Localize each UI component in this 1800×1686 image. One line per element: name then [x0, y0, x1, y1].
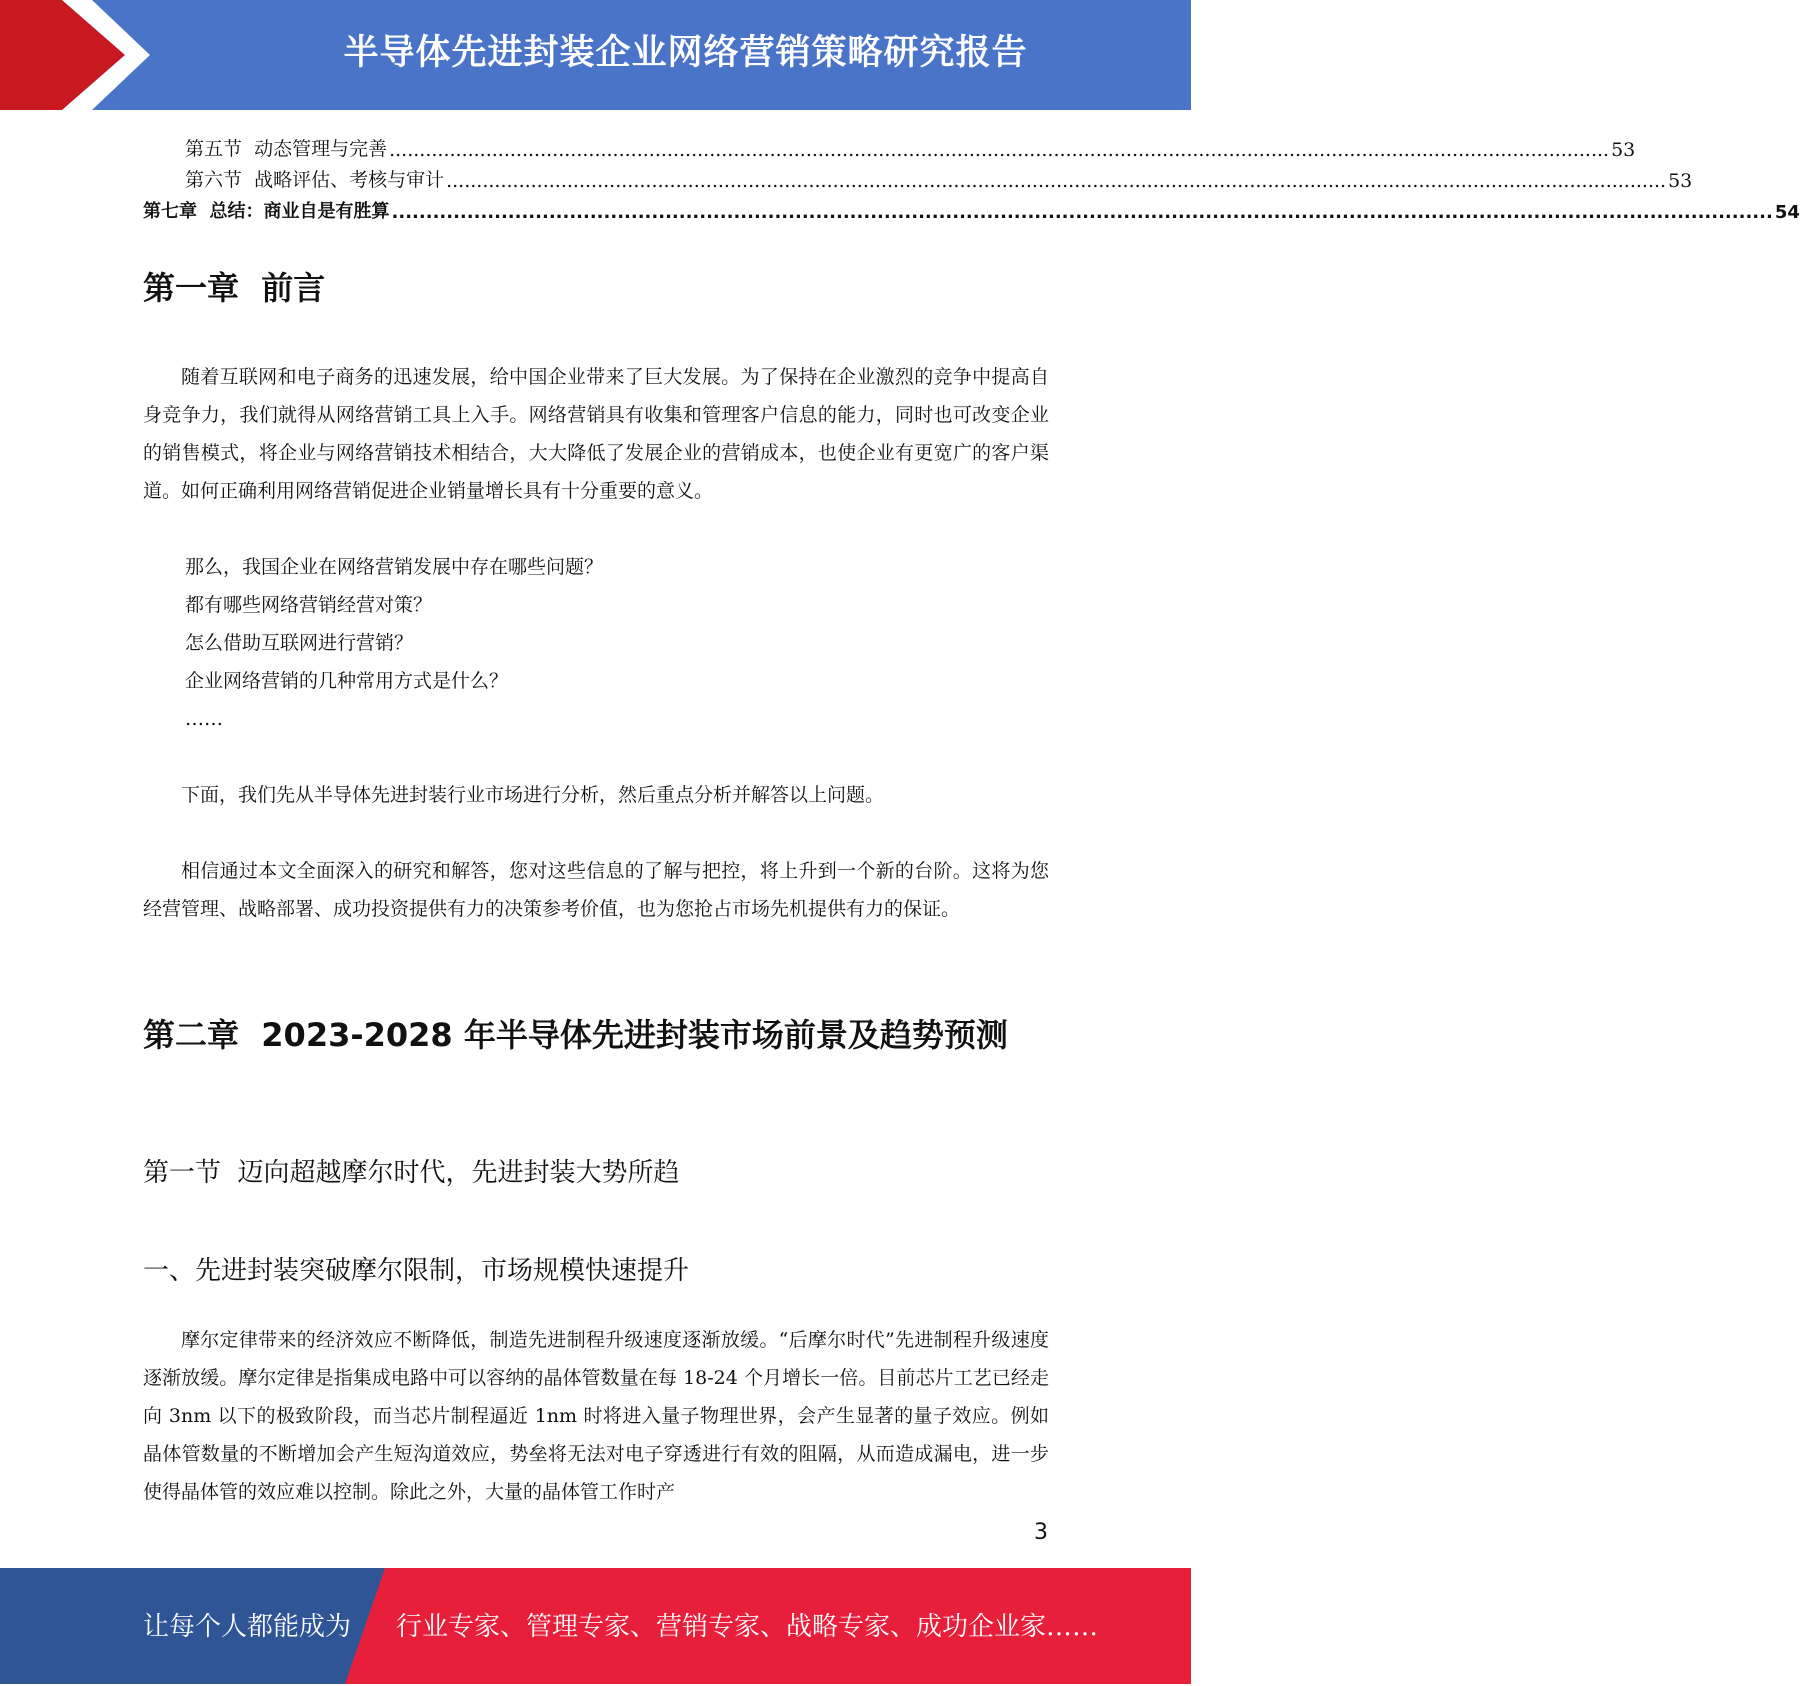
- toc-leader-dots: ..........................................................................................................................................................................................................: [389, 139, 1610, 161]
- toc-entry-title: 第五节 动态管理与完善: [185, 138, 388, 160]
- toc-entry[interactable]: [143, 130, 1636, 161]
- toc-leader-dots: ..........................................................................................................................................................................................................: [446, 170, 1667, 192]
- section-heading: 第一节 迈向超越摩尔时代，先进封装大势所趋: [143, 1158, 680, 1188]
- toc-entry-page: 53: [1611, 139, 1636, 161]
- toc-entry[interactable]: [143, 161, 1693, 192]
- page-header: [0, 0, 1191, 110]
- toc-entry-page: 53: [1668, 170, 1693, 192]
- page-number: 3: [1034, 1520, 1048, 1545]
- subsection-heading: 一、先进封装突破摩尔限制，市场规模快速提升: [143, 1256, 690, 1286]
- chapter1-intro-paragraph: 随着互联网和电子商务的迅速发展，给中国企业带来了巨大发展。为了保持在企业激烈的竞争中提高自身竞争力，我们就得从网络营销工具上入手。网络营销具有收集和管理客户信息的能力，同时也可改变企业的销售模式，将企业与网络营销技术相结合，大大降低了发展企业的营销成本，也使企业有更宽广的客户渠道。如何正确利用网络营销促进企业销量增长具有十分重要的意义。: [143, 366, 1049, 502]
- toc-entry-title: 第七章 总结：商业自是有胜算: [143, 201, 390, 222]
- chapter1-heading: 第一章 前言: [143, 269, 326, 307]
- report-title: 半导体先进封装企业网络营销策略研究报告: [343, 33, 1028, 73]
- chapter1-paragraph-2: 下面，我们先从半导体先进封装行业市场进行分析，然后重点分析并解答以上问题。: [181, 784, 885, 806]
- question-line: 都有哪些网络营销经营对策？: [185, 594, 433, 616]
- question-line: 那么，我国企业在网络营销发展中存在哪些问题？: [185, 556, 604, 578]
- question-line: 怎么借助互联网进行营销？: [185, 632, 414, 654]
- chapter2-heading: 第二章 2023-2028 年半导体先进封装市场前景及趋势预测: [143, 1016, 1008, 1054]
- footer-slogan-left: 让每个人都能成为: [143, 1612, 352, 1642]
- chapter2-paragraph-1: 摩尔定律带来的经济效应不断降低，制造先进制程升级速度逐渐放缓。“后摩尔时代”先进制程升级速度逐渐放缓。摩尔定律是指集成电路中可以容纳的晶体管数量在每 18-24 个月增长一倍。目前芯片工艺已经走向 3nm 以下的极致阶段，而当芯片制程逼近 1nm 时将进入量子物理世界，会产生显著的量子效应。例如晶体管数量的不断增加会产生短沟道效应，势垒将无法对电子穿透进行有效的阻隔，从而造成漏电，进一步使得晶体管的效应难以控制。除此之外，大量的晶体管工作时产: [143, 1329, 1049, 1503]
- toc-leader-dots: ..........................................................................................................................................................................................................: [391, 202, 1773, 223]
- question-line: 企业网络营销的几种常用方式是什么？: [185, 670, 509, 692]
- table-of-contents: [143, 130, 1800, 223]
- ellipsis-line: ……: [185, 708, 223, 730]
- toc-entry-page: 54: [1774, 202, 1800, 223]
- toc-entry-title: 第六节 战略评估、考核与审计: [185, 169, 445, 191]
- toc-entry[interactable]: [143, 192, 1800, 223]
- chapter1-paragraph-3: 相信通过本文全面深入的研究和解答，您对这些信息的了解与把控，将上升到一个新的台阶。这将为您经营管理、战略部署、成功投资提供有力的决策参考价值，也为您抢占市场先机提供有力的保证。: [143, 860, 1049, 920]
- page-footer: [0, 1568, 1191, 1684]
- footer-slogan-right: 行业专家、管理专家、营销专家、战略专家、成功企业家……: [396, 1612, 1099, 1642]
